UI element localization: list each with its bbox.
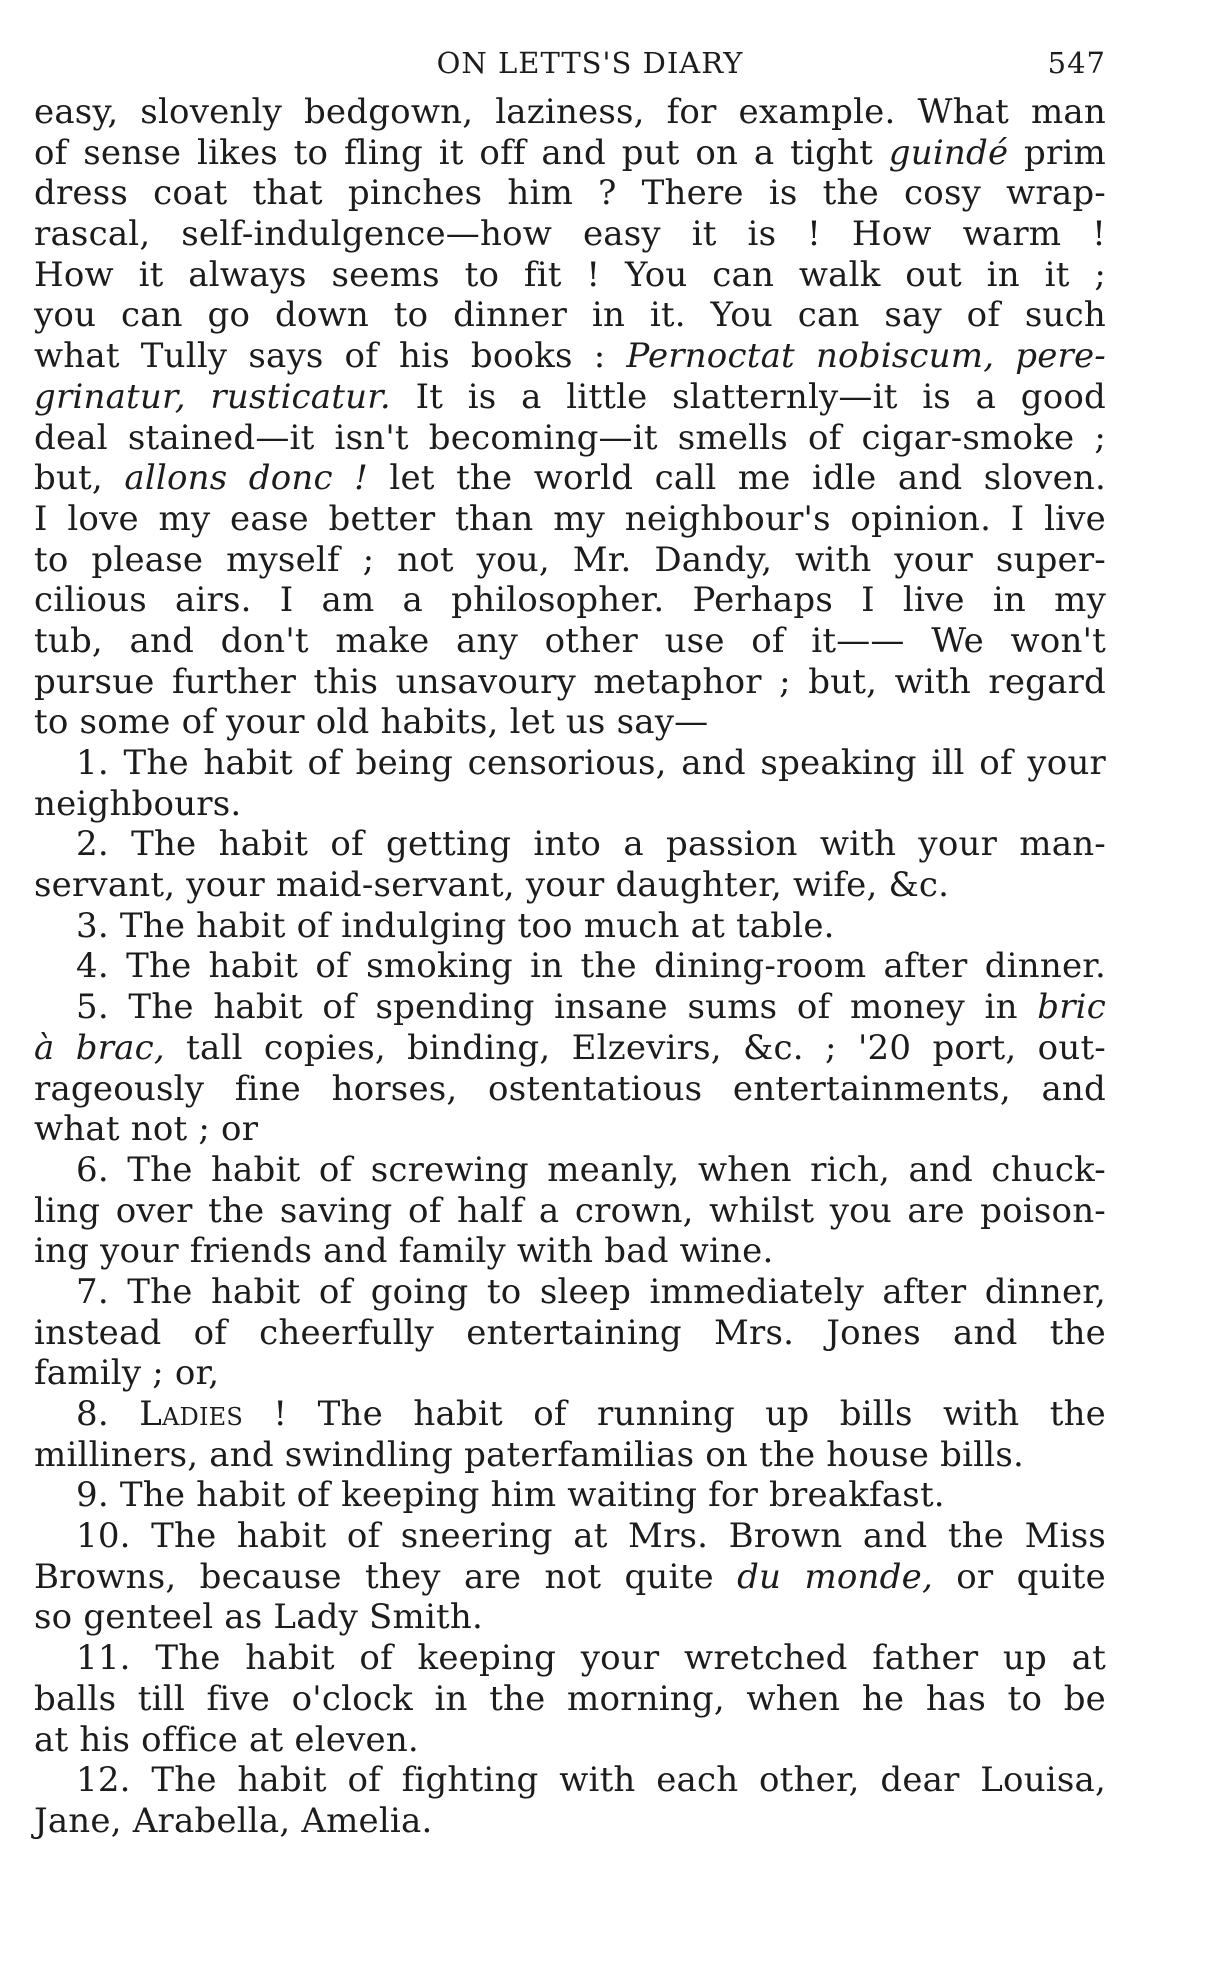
text-line xyxy=(34,133,1106,174)
text-line xyxy=(34,621,1106,662)
text-line xyxy=(34,92,1106,133)
text-run: to some of your old habits, let us say— xyxy=(34,702,709,743)
text-run: of sense likes to fling it off and put on a tight xyxy=(34,132,889,173)
running-header xyxy=(34,40,1106,92)
text-line xyxy=(34,1720,1106,1761)
text-run: easy, slovenly bedgown, laziness, for example. What man xyxy=(34,92,1106,132)
text-run: let the world call me idle and sloven. xyxy=(368,458,1106,499)
text-run: I love my ease better than my neighbour's opinion. I live xyxy=(34,498,1106,539)
text-run: milliners, and swindling paterfamilias on the house bills. xyxy=(34,1434,1024,1475)
italic-text: guindé xyxy=(888,132,1009,173)
text-run: 9. The habit of keeping him waiting for breakfast. xyxy=(76,1475,945,1516)
text-line xyxy=(34,987,1106,1028)
text-line xyxy=(34,1435,1106,1476)
text-line xyxy=(34,418,1106,459)
text-line xyxy=(34,906,1106,947)
text-line xyxy=(34,1191,1106,1232)
text-run: dress coat that pinches him ? There is the cosy wrap- xyxy=(34,173,1106,214)
text-run: tub, and don't make any other use of it—— We won't xyxy=(34,620,1106,661)
text-run: what Tully says of his books : xyxy=(34,336,627,377)
text-line xyxy=(34,784,1106,825)
text-line xyxy=(34,1557,1106,1598)
text-run: servant, your maid-servant, your daughter, wife, &c. xyxy=(34,865,950,906)
text-line xyxy=(34,1801,1106,1842)
text-run: neighbours. xyxy=(34,783,242,824)
text-run: cilious airs. I am a philosopher. Perhaps I live in my xyxy=(34,580,1106,621)
text-line xyxy=(34,1597,1106,1638)
text-run: 10. The habit of sneering at Mrs. Brown and the Miss xyxy=(76,1516,1106,1557)
body-text xyxy=(34,92,1106,1842)
text-run: 6. The habit of screwing meanly, when rich, and chuck- xyxy=(76,1149,1106,1190)
text-run: 5. The habit of spending insane sums of money in xyxy=(76,987,1038,1028)
text-line xyxy=(34,458,1106,499)
text-line xyxy=(34,1516,1106,1557)
text-run: or quite xyxy=(932,1556,1106,1597)
text-run: family ; or, xyxy=(34,1353,220,1394)
text-line xyxy=(34,1272,1106,1313)
text-line xyxy=(34,255,1106,296)
text-run: 12. The habit of fighting with each other, dear Louisa, xyxy=(76,1760,1106,1801)
text-run: deal stained—it isn't becoming—it smells of cigar-smoke ; xyxy=(34,417,1106,458)
page-number: 547 xyxy=(1047,46,1106,80)
text-line xyxy=(34,946,1106,987)
italic-text: grinatur, rusticatur. xyxy=(34,376,391,417)
text-line xyxy=(34,662,1106,703)
text-run: so genteel as Lady Smith. xyxy=(34,1597,484,1638)
text-line xyxy=(34,1109,1106,1150)
text-line xyxy=(34,1150,1106,1191)
text-line xyxy=(34,824,1106,865)
text-line xyxy=(34,580,1106,621)
text-run: prim xyxy=(1008,132,1106,173)
text-run: Browns, because they are not quite xyxy=(34,1556,738,1597)
text-line xyxy=(34,173,1106,214)
text-run: instead of cheerfully entertaining Mrs. Jones and the xyxy=(34,1312,1106,1353)
text-run: balls till five o'clock in the morning, when he has to be xyxy=(34,1678,1106,1719)
text-line xyxy=(34,1638,1106,1679)
text-run: ! The habit of running up bills with the xyxy=(243,1394,1106,1434)
text-run: you can go down to dinner in it. You can say of such xyxy=(34,295,1106,336)
text-line xyxy=(34,214,1106,255)
text-run: rascal, self-indulgence—how easy it is ! How warm ! xyxy=(34,214,1106,255)
text-line xyxy=(34,1760,1106,1801)
italic-text: à brac, xyxy=(34,1027,165,1068)
text-line xyxy=(34,1679,1106,1720)
text-run: 3. The habit of indulging too much at table. xyxy=(76,905,835,946)
text-run: what not ; or xyxy=(34,1109,259,1150)
text-line xyxy=(34,377,1106,418)
text-run: ing your friends and family with bad wine. xyxy=(34,1231,774,1272)
text-line xyxy=(34,1231,1106,1272)
italic-text: allons donc ! xyxy=(124,458,369,499)
text-run: 4. The habit of smoking in the dining-room after dinner. xyxy=(76,946,1106,987)
running-title: ON LETTS'S DIARY xyxy=(436,46,744,80)
text-line xyxy=(34,1028,1106,1069)
text-run: 11. The habit of keeping your wretched father up at xyxy=(76,1638,1106,1679)
italic-text: du monde, xyxy=(737,1556,933,1597)
text-line xyxy=(34,865,1106,906)
text-line xyxy=(34,1313,1106,1354)
book-page xyxy=(34,40,1106,1842)
text-run: How it always seems to fit ! You can walk out in it ; xyxy=(34,254,1106,295)
text-run: ling over the saving of half a crown, whilst you are poison- xyxy=(34,1190,1106,1231)
text-line xyxy=(34,540,1106,581)
text-run: tall copies, binding, Elzevirs, &c. ; '20 port, out- xyxy=(164,1027,1106,1068)
text-line xyxy=(34,1069,1106,1110)
italic-text: Pernoctat nobiscum, pere- xyxy=(626,336,1106,377)
text-run: 8. xyxy=(76,1394,140,1434)
text-line xyxy=(34,1394,1106,1435)
text-run: It is a little slatternly—it is a good xyxy=(390,376,1106,417)
small-caps-text: Ladies xyxy=(139,1394,244,1434)
text-line xyxy=(34,702,1106,743)
text-run: 1. The habit of being censorious, and speaking ill of your xyxy=(76,743,1106,783)
text-run: but, xyxy=(34,458,125,499)
text-line xyxy=(34,336,1106,377)
italic-text: bric xyxy=(1037,987,1106,1028)
text-line xyxy=(34,295,1106,336)
text-run: rageously fine horses, ostentatious entertainments, and xyxy=(34,1068,1106,1109)
text-run: Jane, Arabella, Amelia. xyxy=(34,1800,433,1841)
text-line xyxy=(34,1353,1106,1394)
text-run: pursue further this unsavoury metaphor ; but, with regard xyxy=(34,661,1106,702)
text-run: 2. The habit of getting into a passion with your man- xyxy=(76,824,1106,865)
text-line xyxy=(34,1475,1106,1516)
text-line xyxy=(34,499,1106,540)
text-run: at his office at eleven. xyxy=(34,1719,419,1760)
text-line xyxy=(34,743,1106,784)
text-run: 7. The habit of going to sleep immediately after dinner, xyxy=(76,1271,1106,1312)
text-run: to please myself ; not you, Mr. Dandy, with your super- xyxy=(34,539,1106,580)
